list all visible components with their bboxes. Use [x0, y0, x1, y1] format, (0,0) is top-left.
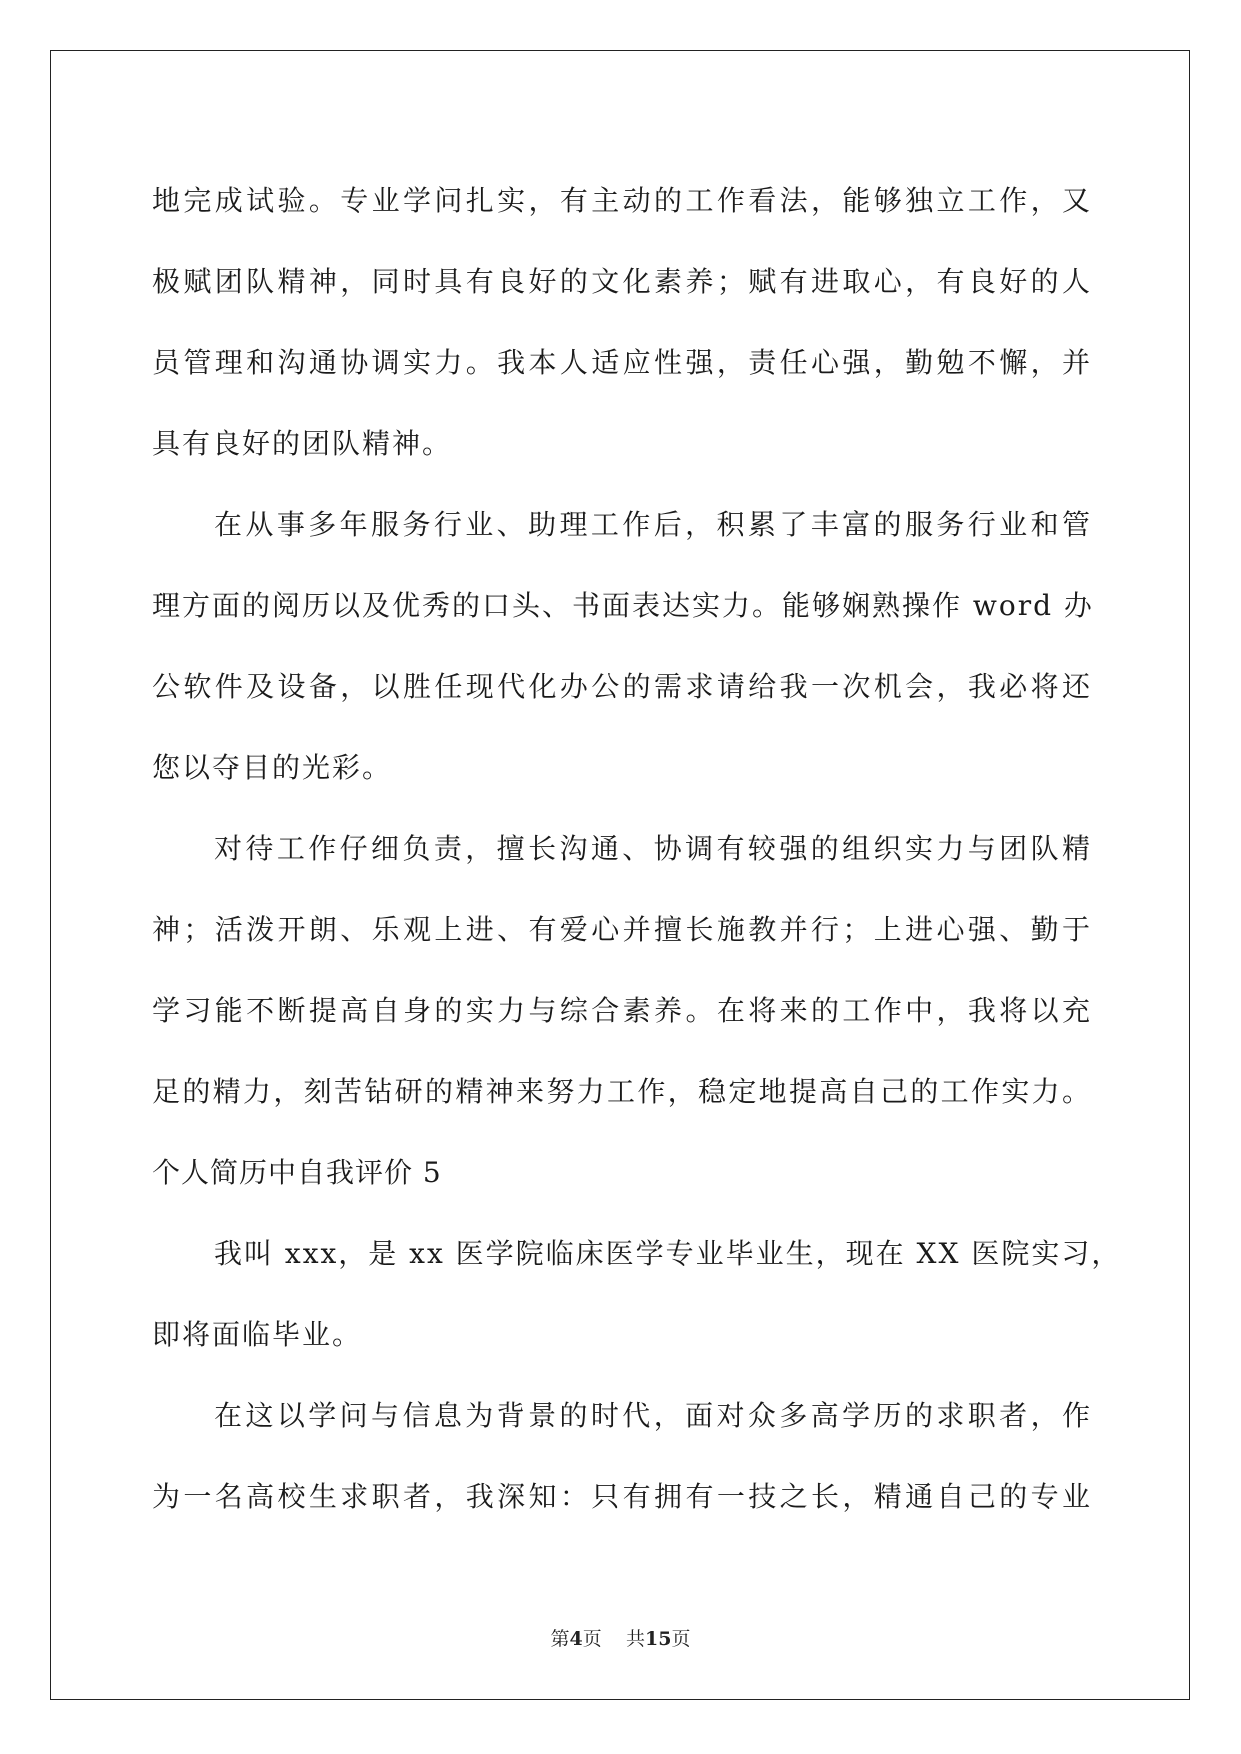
text-line: 员管理和沟通协调实力。我本人适应性强，责任心强，勤勉不懈，并: [152, 346, 1092, 379]
footer-page-suffix: 页: [582, 1628, 602, 1650]
footer-total-prefix: 共: [625, 1628, 645, 1650]
text-line: 您以夺目的光彩。: [152, 751, 393, 784]
text-line: 足的精力，刻苦钻研的精神来努力工作，稳定地提高自己的工作实力。: [152, 1075, 1092, 1108]
paragraph-first-line: 在从事多年服务行业、助理工作后，积累了丰富的服务行业和管: [214, 508, 1092, 541]
text-line: 公软件及设备，以胜任现代化办公的需求请给我一次机会，我必将还: [152, 670, 1092, 703]
text-line: 神；活泼开朗、乐观上进、有爱心并擅长施教并行；上进心强、勤于: [152, 913, 1092, 946]
text-line: 学习能不断提高自身的实力与综合素养。在将来的工作中，我将以充: [152, 994, 1092, 1027]
current-page-number: 4: [569, 1628, 583, 1650]
text-line: 极赋团队精神，同时具有良好的文化素养；赋有进取心，有良好的人: [152, 265, 1092, 298]
text-line: 具有良好的团队精神。: [152, 427, 453, 460]
text-line: 地完成试验。专业学问扎实，有主动的工作看法，能够独立工作，又: [152, 184, 1092, 217]
section-heading: 个人简历中自我评价 5: [152, 1156, 442, 1189]
paragraph-first-line: 在这以学问与信息为背景的时代，面对众多高学历的求职者，作: [214, 1399, 1092, 1432]
paragraph-first-line: 我叫 xxx，是 xx 医学院临床医学专业毕业生，现在 XX 医院实习，: [214, 1237, 1122, 1270]
text-line: 理方面的阅历以及优秀的口头、书面表达实力。能够娴熟操作 word 办: [152, 589, 1094, 622]
footer-prefix: 第: [550, 1628, 570, 1650]
page-footer: [0, 1624, 1241, 1651]
total-pages-number: 15: [644, 1628, 672, 1650]
footer-total-suffix: 页: [671, 1628, 691, 1650]
text-line: 即将面临毕业。: [152, 1318, 363, 1351]
text-line: 为一名高校生求职者，我深知：只有拥有一技之长，精通自己的专业: [152, 1480, 1092, 1513]
document-body: [152, 160, 1122, 1537]
paragraph-first-line: 对待工作仔细负责，擅长沟通、协调有较强的组织实力与团队精: [214, 832, 1092, 865]
